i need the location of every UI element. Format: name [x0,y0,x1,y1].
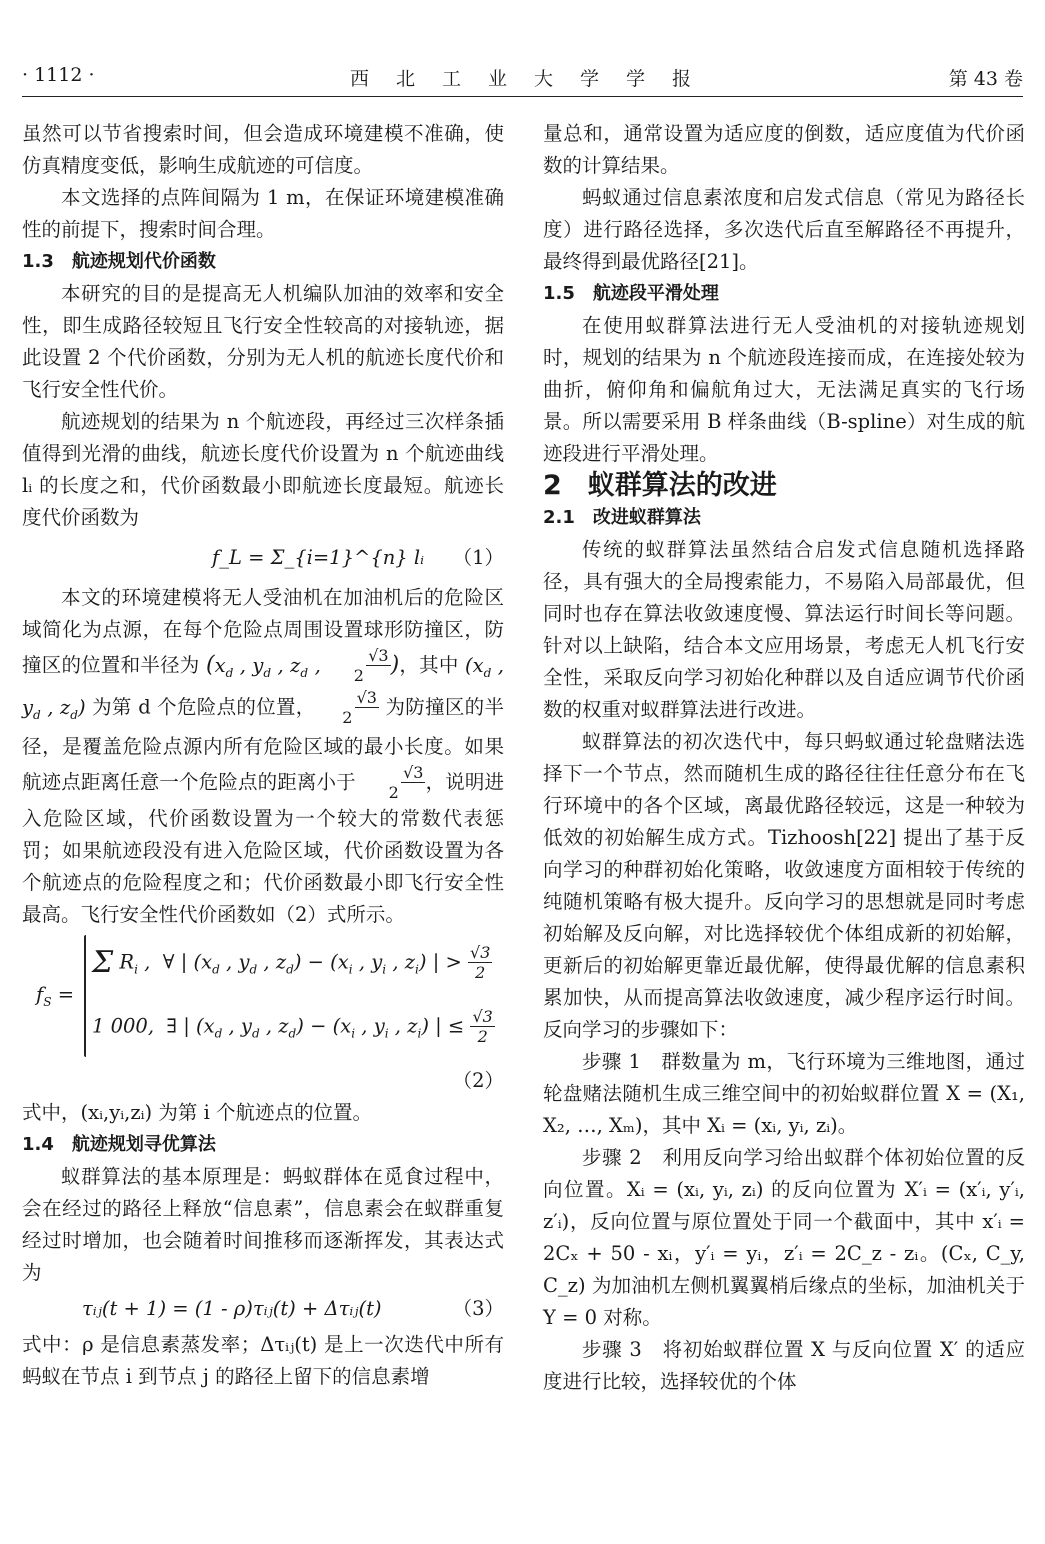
right-column [543,118,1025,1398]
paragraph: 传统的蚁群算法虽然结合启发式信息随机选择路径，具有强大的全局搜索能力，不易陷入局部最优，但同时也存在算法收敛速度慢、算法运行时间长等问题。针对以上缺陷，结合本文应用场景，考虑无人机飞行安全性，采取反向学习初始化种群以及自适应调节代价函数的权重对蚁群算法进行改进。 [543,538,1025,721]
left-column [22,118,504,1393]
header-rule [22,96,1023,97]
paragraph: 本文的环境建模将无人受油机在加油机后的危险区域简化为点源，在每个危险点周围设置球形防撞区，防撞区的位置和半径为 ($x_d$ , $y_d$ , $z_d$ , √3 2 )，其中 ($x_d$ , $y_d$ , $z_d$) 为第 d 个危险点的位置， √3 2 为防撞区的半径，是覆盖危险点源内所有危险区域的最小长度。如果航迹点距离任意一个危险点的距离小于 √3 2 ，说明进入危险区域，代价函数设置为一个较大的常数代表惩罚；如果航迹段没有进入危险区域，代价函数设置为各个航迹点的危险程度之和；代价函数最小即飞行安全性最高。飞行安全性代价函数如（2）式所示。 [22,586,504,926]
paragraph: 蚁群算法的基本原理是：蚂蚁群体在觅食过程中，会在经过的路径上释放“信息素”，信息素会在蚁群重复经过时增加，也会随着时间推移而逐渐挥发，其表达式为 [22,1164,504,1284]
paragraph: 蚁群算法的初次迭代中，每只蚂蚁通过轮盘赌法选择下一个节点，然而随机生成的路径往往任意分布在飞行环境中的各个区域，离最优路径较远，这是一种较为低效的初始解生成方式。Tizhoosh[22] 提出了基于反向学习的种群初始化策略，收敛速度方面相较于传统的纯随机策略有极大提升。反向学习的思想就是同时考虑初始解及反向解，对比选择较优个体组成新的初始解，更新后的初始解更靠近最优解，使得最优解的信息素积累加快，从而提高算法收敛速度，减少程序运行时间。反向学习的步骤如下： [543,730,1025,1041]
section-heading-1-4: 1.4 航迹规划寻优算法 [22,1133,216,1155]
journal-title: 西 北 工 业 大 学 学 报 [349,68,695,90]
equation-2-number: （2） [452,1068,504,1092]
equation-3-body: τᵢⱼ(t + 1) = (1 - ρ)τᵢⱼ(t) + Δτᵢⱼ(t) [82,1296,382,1320]
page-number: · 1112 · [22,64,95,86]
volume-label: 第 43 卷 [948,68,1023,90]
paragraph: 本文选择的点阵间隔为 1 m，在保证环境建模准确性的前提下，搜索时间合理。 [22,186,504,241]
paragraph: 蚂蚁通过信息素浓度和启发式信息（常见为路径长度）进行路径选择，多次迭代后直至解路径不再提升，最终得到最优路径[21]。 [543,186,1025,273]
paragraph: 式中：ρ 是信息素蒸发率；Δτᵢⱼ(t) 是上一次迭代中所有蚂蚁在节点 i 到节点 j 的路径上留下的信息素增 [22,1332,504,1388]
step-2: 步骤 2 利用反向学习给出蚁群个体初始位置的反向位置。Xᵢ = (xᵢ, yᵢ, zᵢ) 的反向位置为 X′ᵢ = (x′ᵢ, y′ᵢ, z′ᵢ)，反向位置与原位置处于同一个截面中，其中 x′ᵢ = 2Cₓ + 50 - xᵢ，y′ᵢ = yᵢ，z′ᵢ = 2C_z - zᵢ。(Cₓ, C_y, C_z) 为加油机左侧机翼翼梢后缘点的坐标，加油机关于 Y = 0 对称。 [543,1146,1025,1329]
paragraph: 本研究的目的是提高无人机编队加油的效率和安全性，即生成路径较短且飞行安全性较高的对接轨迹，据此设置 2 个代价函数，分别为无人机的航迹长度代价和飞行安全性代价。 [22,282,504,401]
step-1: 步骤 1 群数量为 m，飞行环境为三维地图，通过轮盘赌法随机生成三维空间中的初始蚁群位置 X = (X₁, X₂, …, Xₘ)，其中 Xᵢ = (xᵢ, yᵢ, zᵢ)。 [543,1050,1025,1137]
section-heading-1-5: 1.5 航迹段平滑处理 [543,283,719,304]
section-heading-2-1: 2.1 改进蚁群算法 [543,507,701,528]
equation-1-number: （1） [452,546,504,569]
paragraph: 航迹规划的结果为 n 个航迹段，再经过三次样条插值得到光滑的曲线，航迹长度代价设置为 n 个航迹曲线 lᵢ 的长度之和，代价函数最小即航迹长度最短。航迹长度代价函数为 [22,410,504,529]
equation-1 [22,534,504,582]
equation-3 [22,1289,504,1329]
paragraph: 量总和，通常设置为适应度的倒数，适应度值为代价函数的计算结果。 [543,122,1025,177]
paragraph: 在使用蚁群算法进行无人受油机的对接轨迹规划时，规划的结果为 n 个航迹段连接而成，在连接处较为曲折，俯仰角和偏航角过大，无法满足真实的飞行场景。所以需要采用 B 样条曲线（B-spline）对生成的航迹段进行平滑处理。 [543,314,1025,465]
section-heading-1-3: 1.3 航迹规划代价函数 [22,251,216,272]
paragraph: 式中，(xᵢ,yᵢ,zᵢ) 为第 i 个航迹点的位置。 [22,1100,373,1124]
equation-1-body: f_L = Σ_{i=1}^{n} lᵢ [212,546,425,569]
chapter-heading-2: 2 蚁群算法的改进 [543,470,777,501]
paragraph: 虽然可以节省搜索时间，但会造成环境建模不准确，使仿真精度变低，影响生成航迹的可信度。 [22,122,504,177]
equation-3-number: （3） [452,1296,504,1320]
step-3: 步骤 3 将初始蚁群位置 X 与反向位置 X′ 的适应度进行比较，选择较优的个体 [543,1338,1025,1393]
equation-2: $f_S$ = Σ $R_i$ , ∀ | ($x_d$ , $y_d$ , $z_d) - (x_i$ , $y_i$ , $z_i$) | > √3 2 1 000, ∃ | ($x_d$ , $y_d$ , $z_d) - (x_i$ , $y_i$ , $z_i$) | ≤ √3 2 [22,935,504,1065]
